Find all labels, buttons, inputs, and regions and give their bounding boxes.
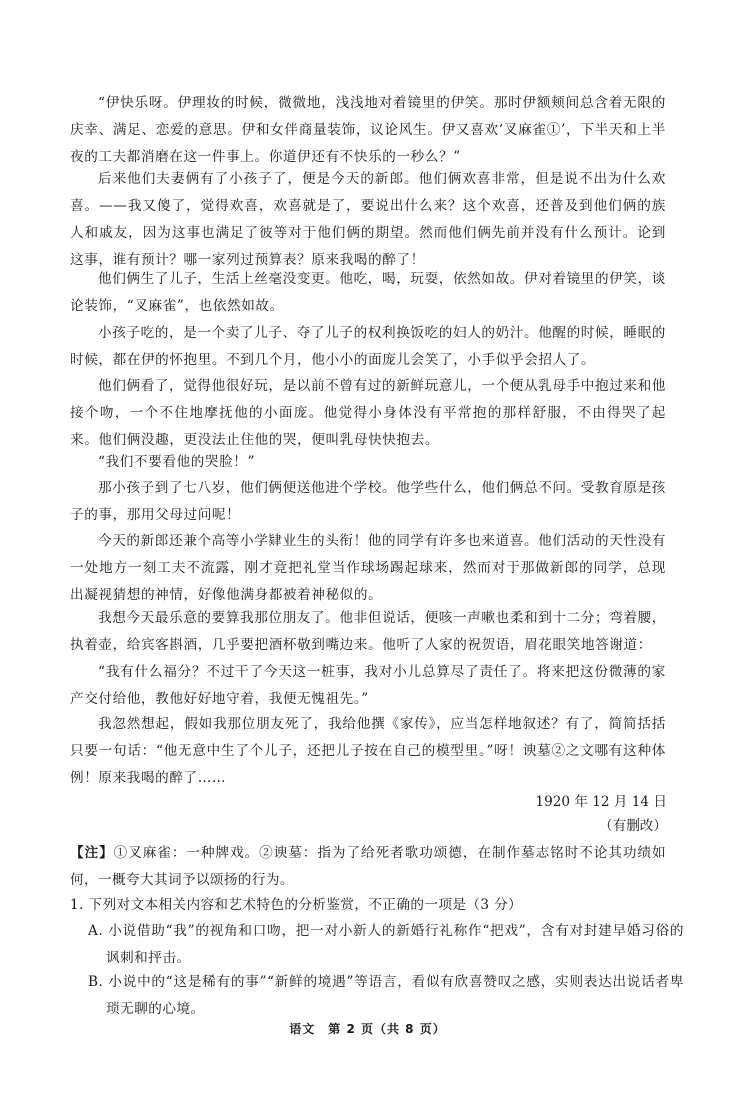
paragraph-2: 后来他们夫妻俩有了小孩子了，便是今天的新郎。他们俩欢喜非常，但是说不出为什么欢喜。——我又傻了，觉得欢喜，欢喜就是了，要说出什么来？这个欢喜，还普及到他们俩的族人和戚友，因为这事也满足了彼等对于他们俩的期望。然而他们俩先前并没有什么预计。论到这事，谁有预计？哪一家列过预算表？原来我喝的醉了！ bbox=[70, 171, 666, 268]
source-note: （有删改） bbox=[599, 818, 667, 834]
paragraph-11: 我忽然想起，假如我那位朋友死了，我给他撰《家传》，应当怎样地叙述？有了，简简括括只要一句话：“他无意中生了个儿子，还把儿子按在自己的模型里。”呀！谀墓②之文哪有这种体例！原来我喝的醉了…… bbox=[70, 716, 666, 786]
paragraph-9: 我想今天最乐意的要算我那位朋友了。他非但说话，便咳一声嗽也柔和到十二分；弯着腰，执着壶，给宾客斟酒，几乎要把酒杯敬到嘴边来。他听了人家的祝贺语，眉花眼笑地答谢道： bbox=[70, 610, 666, 653]
paragraph-8: 今天的新郎还兼个高等小学肄业生的头衔！他的同学有许多也来道喜。他们活动的天性没有一处地方一刻工夫不流露，刚才竟把礼堂当作球场踢起球来，然而对于那做新郎的同学，总现出凝视猜想的神情，好像他满身都被着神秘似的。 bbox=[70, 533, 666, 603]
paragraph-10: “我有什么福分？不过干了今天这一桩事，我对小儿总算尽了责任了。将来把这份微薄的家产交付给他，教他好好地守着，我便无愧祖先。” bbox=[70, 664, 666, 707]
footnote-text: ①叉麻雀：一种牌戏。②谀墓：指为了给死者歌功颂德，在制作墓志铭时不论其功绩如何，一概夸大其词予以颂扬的行为。 bbox=[70, 845, 666, 888]
question-stem: 1. 下列对文本相关内容和艺术特色的分析鉴赏，不正确的一项是（3 分） bbox=[70, 897, 523, 913]
footnote bbox=[70, 840, 666, 894]
date-line: 1920 年 12 月 14 日 bbox=[535, 794, 667, 810]
paragraph-1: “伊快乐呀。伊理妆的时候，微微地，浅浅地对着镜里的伊笑。那时伊额颊间总含着无限的庆幸、满足、恋爱的意思。伊和女伴商量装饰，议论风生。伊又喜欢‘叉麻雀①’，下半天和上半夜的工夫都消磨在这一件事上。你道伊还有不快乐的一秒么？” bbox=[70, 95, 666, 165]
paragraph-4: 小孩子吃的，是一个卖了儿子、夺了儿子的权利换饭吃的妇人的奶汁。他醒的时候，睡眠的时候，都在伊的怀抱里。不到几个月，他小小的面庞儿会笑了，小手似乎会招人了。 bbox=[70, 325, 666, 368]
option-a: A. 小说借助“我”的视角和口吻，把一对小新人的新婚行礼称作“把戏”，含有对封建早婚习俗的讽刺和抨击。 bbox=[88, 923, 684, 966]
paragraph-6: “我们不要看他的哭脸！” bbox=[98, 454, 256, 470]
paragraph-7: 那小孩子到了七八岁，他们俩便送他进个学校。他学些什么，他们俩总不问。受教育原是孩子的事，那用父母过问呢！ bbox=[70, 480, 666, 523]
footnote-label: 【注】 bbox=[70, 845, 114, 861]
page-footer: 语文 第 2 页（共 8 页） bbox=[289, 1022, 446, 1036]
option-b: B. 小说中的“这是稀有的事”“新鲜的境遇”等语言，看似有欣喜赞叹之感，实则表达出说话者卑琐无聊的心境。 bbox=[88, 974, 684, 1017]
paragraph-3: 他们俩生了儿子，生活上丝毫没变更。他吃，喝，玩耍，依然如故。伊对着镜里的伊笑，谈论装饰，“叉麻雀”，也依然如故。 bbox=[70, 271, 666, 314]
paragraph-5: 他们俩看了，觉得他很好玩，是以前不曾有过的新鲜玩意儿，一个便从乳母手中抱过来和他接个吻，一个不住地摩抚他的小面庞。他觉得小身体没有平常抱的那样舒服，不由得哭了起来。他们俩没趣，更没法止住他的哭，便叫乳母快快抱去。 bbox=[70, 378, 666, 448]
